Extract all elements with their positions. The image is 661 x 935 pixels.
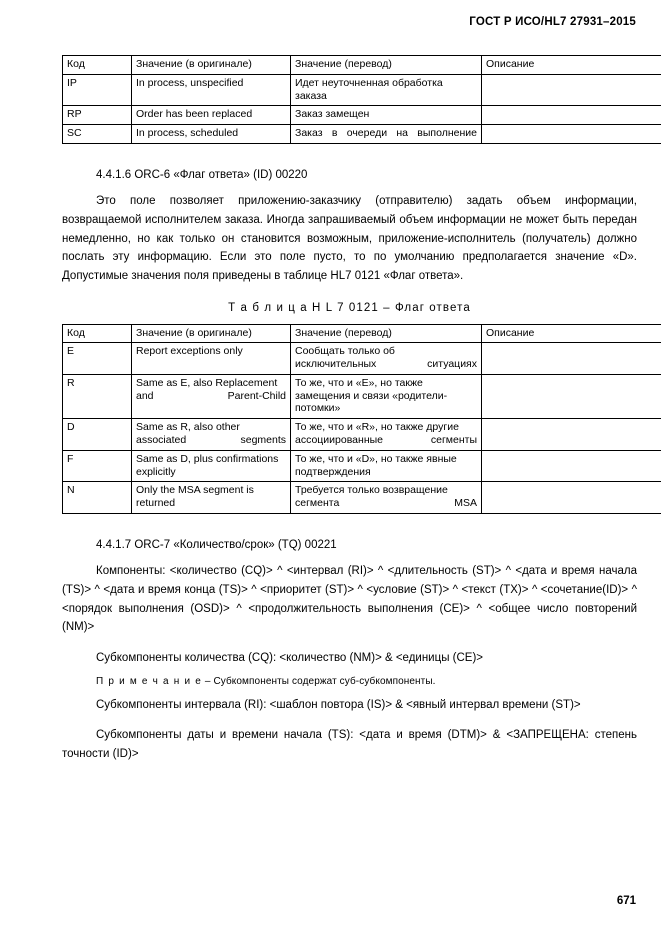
section-heading-4-4-1-7: 4.4.1.7 ORC-7 «Количество/срок» (TQ) 00221 — [96, 539, 337, 552]
cell-original: Only the MSA segment is returned — [132, 482, 291, 514]
column-header-code: Код — [63, 56, 132, 75]
section-paragraph-4-4-1-6: Это поле позволяет приложению-заказчику (отправителю) задать объем информации, возвращаемой исполнителем заказа. Иногда запрашиваемый объем информации не может быть передан немедленно, но как только он становится возможным, приложение-исполнитель (получатель) должно послать эту информацию. Если это поле пусто, то по умолчанию предполагается значение «D». Допустимые значения поля приведены в таблице HL7 0121 «Флаг ответа». — [62, 195, 637, 282]
column-header-translation: Значение (перевод) — [291, 324, 482, 343]
cell-description — [482, 343, 661, 375]
table-header-row — [63, 56, 661, 75]
note-text: – Субкомпоненты содержат суб-субкомпоненты. — [202, 675, 436, 687]
section-heading-4-4-1-6: 4.4.1.6 ORC-6 «Флаг ответа» (ID) 00220 — [96, 168, 308, 181]
cell-original: Order has been replaced — [132, 106, 291, 125]
cell-translation: Заказ в очереди на выполнение — [291, 125, 482, 144]
cell-translation: То же, что и «D», но также явные подтверждения — [291, 450, 482, 482]
cell-translation: Идет неуточненная обработка заказа — [291, 74, 482, 106]
table-row — [63, 343, 661, 375]
column-header-description: Описание — [482, 324, 661, 343]
cell-description — [482, 374, 661, 418]
note-subcomponents — [62, 674, 637, 690]
page-number: 671 — [616, 895, 636, 907]
cell-code: D — [63, 419, 132, 451]
cell-original: Same as R, also other associated segments — [132, 419, 291, 451]
cell-original: Same as E, also Replacement and Parent-Child — [132, 374, 291, 418]
table-hl7-0121 — [62, 324, 661, 515]
cell-original: Same as D, plus confirmations explicitly — [132, 450, 291, 482]
column-header-original: Значение (в оригинале) — [132, 324, 291, 343]
cell-translation: То же, что и «R», но также другие ассоциированные сегменты — [291, 419, 482, 451]
cell-original: Report exceptions only — [132, 343, 291, 375]
table-row — [63, 106, 661, 125]
table-header-row — [63, 324, 661, 343]
cell-translation: Требуется только возвращение сегмента MSA — [291, 482, 482, 514]
cell-code: R — [63, 374, 132, 418]
subcomponents-quantity: Субкомпоненты количества (CQ): <количество (NM)> & <единицы (CE)> — [96, 651, 484, 664]
table-row — [63, 374, 661, 418]
cell-description — [482, 106, 661, 125]
cell-code: N — [63, 482, 132, 514]
cell-translation: Заказ замещен — [291, 106, 482, 125]
cell-code: E — [63, 343, 132, 375]
table-row — [63, 450, 661, 482]
column-header-translation: Значение (перевод) — [291, 56, 482, 75]
cell-original: In process, unspecified — [132, 74, 291, 106]
cell-translation: То же, что и «E», но также замещения и связи «родители-потомки» — [291, 374, 482, 418]
cell-code: IP — [63, 74, 132, 106]
cell-description — [482, 74, 661, 106]
column-header-original: Значение (в оригинале) — [132, 56, 291, 75]
table-row — [63, 125, 661, 144]
cell-code: RP — [63, 106, 132, 125]
column-header-description: Описание — [482, 56, 661, 75]
page-header: ГОСТ Р ИСО/HL7 27931–2015 — [469, 16, 636, 28]
cell-code: SC — [63, 125, 132, 144]
subcomponents-interval: Субкомпоненты интервала (RI): <шаблон повтора (IS)> & <явный интервал времени (ST)> — [96, 698, 581, 711]
table-order-status — [62, 55, 661, 144]
table-caption-hl7-0121: Т а б л и ц а H L 7 0121 – Флаг ответа — [228, 301, 471, 314]
table-row — [63, 74, 661, 106]
table-row — [63, 482, 661, 514]
column-header-code: Код — [63, 324, 132, 343]
note-label: П р и м е ч а н и е — [96, 675, 203, 687]
cell-original: In process, scheduled — [132, 125, 291, 144]
subcomponents-start-datetime: Субкомпоненты даты и времени начала (TS): <дата и время (DTM)> & <ЗАПРЕЩЕНА: степень точности (ID)> — [62, 729, 637, 760]
cell-description — [482, 482, 661, 514]
cell-description — [482, 450, 661, 482]
section-components-list: Компоненты: <количество (CQ)> ^ <интервал (RI)> ^ <длительность (ST)> ^ <дата и время начала (TS)> ^ <дата и время конца (TS)> ^ <приоритет (ST)> ^ <условие (ST)> ^ <текст (TX)> ^ <сочетание(ID)> ^ <порядок выполнения (OSD)> ^ <продолжительность выполнения (CE)> ^ <общее число повторений (NM)> — [62, 565, 637, 634]
cell-description — [482, 125, 661, 144]
cell-description — [482, 419, 661, 451]
page-content — [62, 55, 637, 763]
cell-translation: Сообщать только об исключительных ситуациях — [291, 343, 482, 375]
table-row — [63, 419, 661, 451]
cell-code: F — [63, 450, 132, 482]
